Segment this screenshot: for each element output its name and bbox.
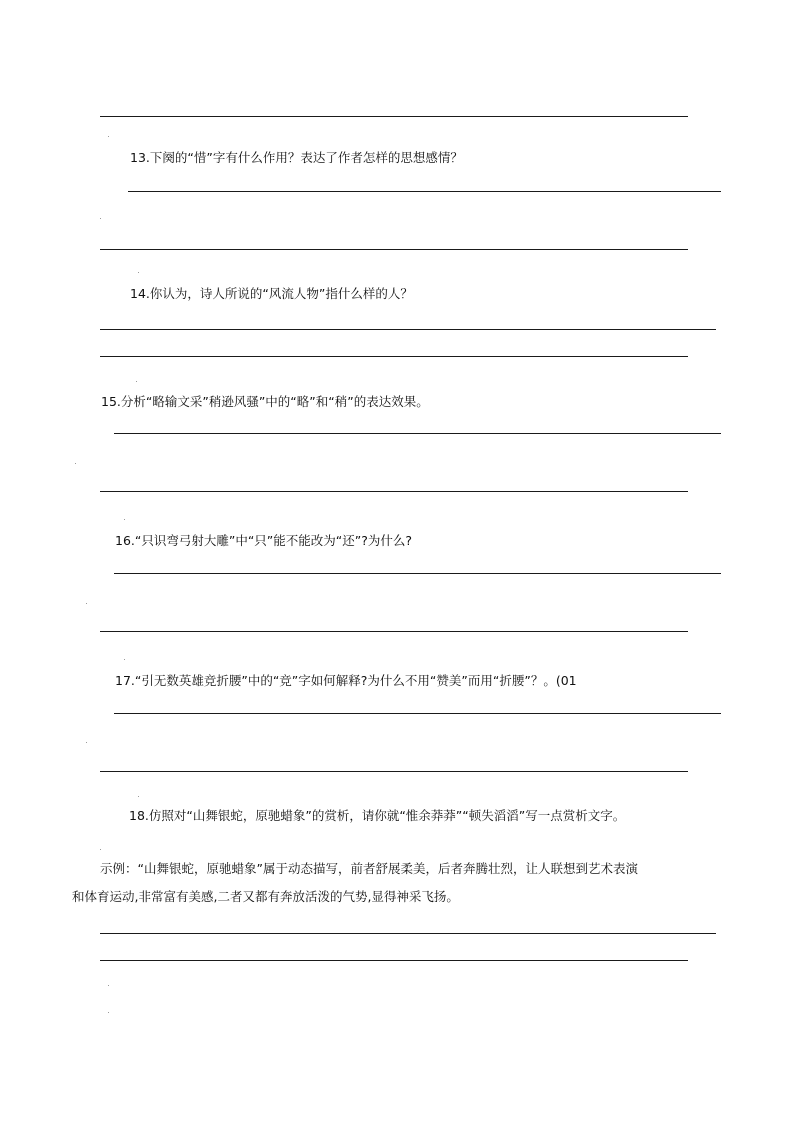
answer-line: [100, 249, 688, 250]
question-17: 17.“引无数英雄竞折腰”中的“竞”字如何解释?为什么不用“赞美”而用“折腰”？。(01: [115, 673, 577, 688]
paragraph-mark: [138, 796, 139, 797]
paragraph-mark: [100, 218, 101, 219]
answer-line: [128, 191, 721, 192]
answer-line: [114, 433, 721, 434]
answer-line: [114, 713, 721, 714]
answer-line: [100, 933, 716, 934]
answer-line: [100, 116, 688, 117]
answer-line: [100, 771, 688, 772]
paragraph-mark: [138, 272, 139, 273]
paragraph-mark: [86, 742, 87, 743]
question-18: 18.仿照对“山舞银蛇，原驰蜡象”的赏析，请你就“惟余莽莽”“顿失滔滔”写一点赏析文字。: [129, 808, 626, 823]
paragraph-mark: [108, 985, 109, 986]
paragraph-mark: [136, 381, 137, 382]
paragraph-mark: [86, 603, 87, 604]
answer-line: [114, 573, 721, 574]
paragraph-mark: [108, 1012, 109, 1013]
question-13: 13.下阕的“惜”字有什么作用？表达了作者怎样的思想感情？: [130, 150, 463, 165]
paragraph-mark: [75, 463, 76, 464]
example-line-2: 和体育运动,非常富有美感,二者又都有奔放活泼的气势,显得神采飞扬。: [72, 889, 459, 904]
question-14: 14.你认为，诗人所说的“风流人物”指什么样的人？: [130, 286, 413, 301]
answer-line: [100, 356, 688, 357]
question-16: 16.“只识弯弓射大雕”中“只”能不能改为“还”?为什么?: [115, 533, 413, 548]
paragraph-mark: [124, 519, 125, 520]
paragraph-mark: [100, 849, 101, 850]
answer-line: [100, 329, 716, 330]
question-15: 15.分析“略输文采”稍逊风骚”中的“略”和“稍”的表达效果。: [101, 394, 429, 409]
answer-line: [100, 960, 688, 961]
answer-line: [100, 491, 688, 492]
answer-line: [100, 631, 688, 632]
paragraph-mark: [124, 659, 125, 660]
paragraph-mark: [108, 136, 109, 137]
example-line-1: 示例：“山舞银蛇，原驰蜡象”属于动态描写，前者舒展柔美，后者奔腾壮烈，让人联想到艺术表演: [100, 861, 638, 876]
